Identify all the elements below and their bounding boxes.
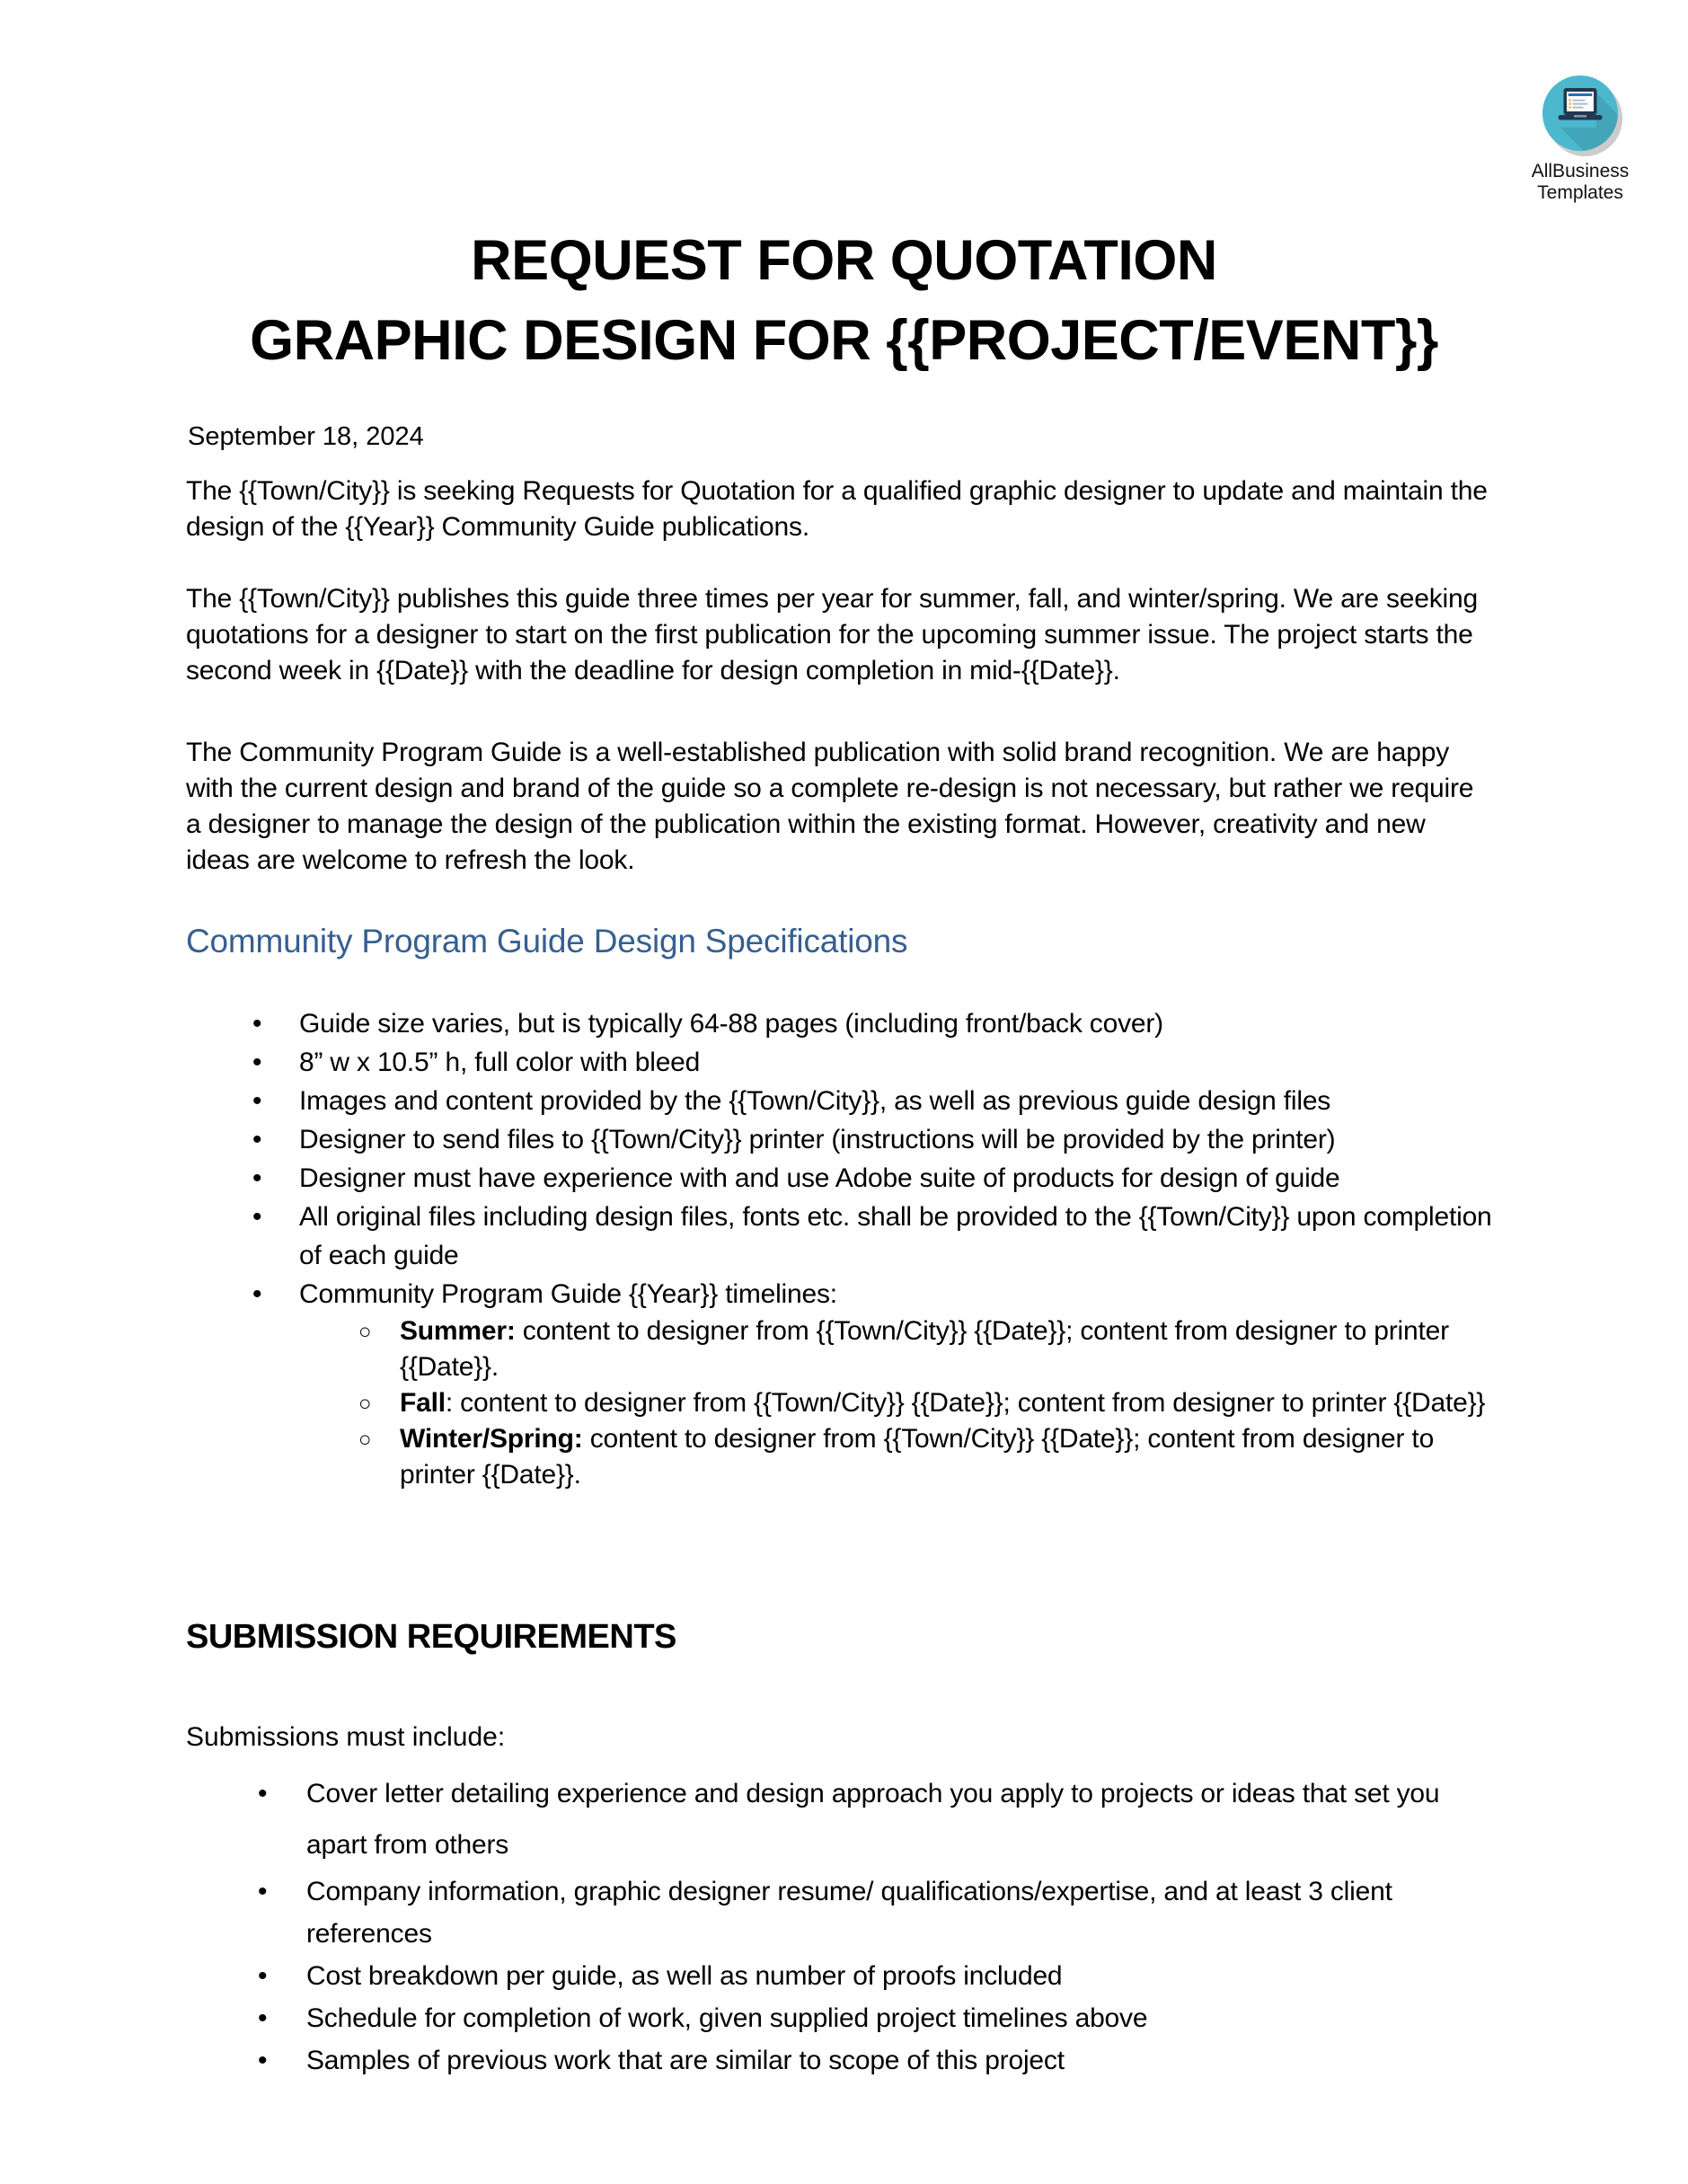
bullet-item-bold-prefix: Summer: [400,1316,516,1346]
bullet-item: • Guide size varies, but is typically 64-88 pages (including front/back cover) [186,1004,1494,1043]
bullet-item: • Company information, graphic designer resume/ qualifications/expertise, and at least 3 client references [186,1870,1494,1955]
bullet-item: ○ Fall: content to designer from {{Town/City}} {{Date}}; content from designer to printer {{Date}} [186,1385,1494,1421]
bullet-item: ○ Summer: content to designer from {{Town/City}} {{Date}}; content from designer to printer {{Date}}. [186,1313,1494,1385]
submission-heading: SUBMISSION REQUIREMENTS [186,1618,676,1656]
schedule-paragraph: The {{Town/City}} publishes this guide three times per year for summer, fall, and winter/spring. We are seeking quotations for a designer to start on the first publication for the upcoming summer issue. The project starts the second week in {{Date}} with the deadline for design completion in mid-{{Date}}. [186,584,1478,685]
bullet-item: • 8” w x 10.5” h, full color with bleed [186,1043,1494,1082]
sub-bullet-list [186,1313,1494,1493]
bullet-item-bold-prefix: Fall [400,1388,446,1418]
laptop-icon [1542,75,1618,151]
logo-text-line2: Templates [1537,182,1623,203]
document-date: September 18, 2024 [188,422,424,451]
bullet-item: • All original files including design files, fonts etc. shall be provided to the {{Town/City}} upon completion of each guide [186,1198,1494,1275]
title-line2: GRAPHIC DESIGN FOR {{PROJECT/EVENT}} [250,309,1438,372]
logo-text [1522,161,1639,204]
bullet-item: • Cost breakdown per guide, as well as number of proofs included [186,1955,1494,1997]
specs-bullet-list [186,1004,1494,1493]
bullet-item: • Community Program Guide {{Year}} timelines: ○ Summer: content to designer from {{Town/City}} {{Date}}; content from designer to printer {{Date}}. ○ Fall: content to designer from {{Town/City}} {{Date}}; content from designer to printer {{Date}} ○ Winter/Spring: content to designer from {{Town/City}} {{Date}}; content from designer to printer {{Date}}. [186,1275,1494,1493]
submission-intro: Submissions must include: [186,1722,506,1752]
document-title [0,221,1688,381]
bullet-item-bold-prefix: Winter/Spring: [400,1424,583,1454]
bullet-item: • Schedule for completion of work, given supplied project timelines above [186,1997,1494,2039]
allbusiness-logo [1522,75,1639,204]
logo-text-line1: AllBusiness [1531,161,1630,181]
bullet-item: • Cover letter detailing experience and design approach you apply to projects or ideas that set you apart from others [186,1768,1494,1870]
title-line1: REQUEST FOR QUOTATION [471,229,1217,292]
specs-heading: Community Program Guide Design Specifications [186,923,908,959]
background-paragraph: The Community Program Guide is a well-established publication with solid brand recognition. We are happy with the current design and brand of the guide so a complete re-design is not necessary, but rather we require a designer to manage the design of the publication within the existing format. However, creativity and new ideas are welcome to refresh the look. [186,738,1474,875]
bullet-item: • Samples of previous work that are similar to scope of this project [186,2039,1494,2082]
bullet-item: ○ Winter/Spring: content to designer from {{Town/City}} {{Date}}; content from designer to printer {{Date}}. [186,1421,1494,1493]
bullet-item: • Images and content provided by the {{Town/City}}, as well as previous guide design files [186,1082,1494,1120]
intro-paragraph: The {{Town/City}} is seeking Requests for Quotation for a qualified graphic designer to update and maintain the design of the {{Year}} Community Guide publications. [186,476,1488,542]
bullet-item: • Designer must have experience with and use Adobe suite of products for design of guide [186,1159,1494,1198]
bullet-item: • Designer to send files to {{Town/City}} printer (instructions will be provided by the printer) [186,1120,1494,1159]
submission-bullet-list [186,1768,1494,2082]
